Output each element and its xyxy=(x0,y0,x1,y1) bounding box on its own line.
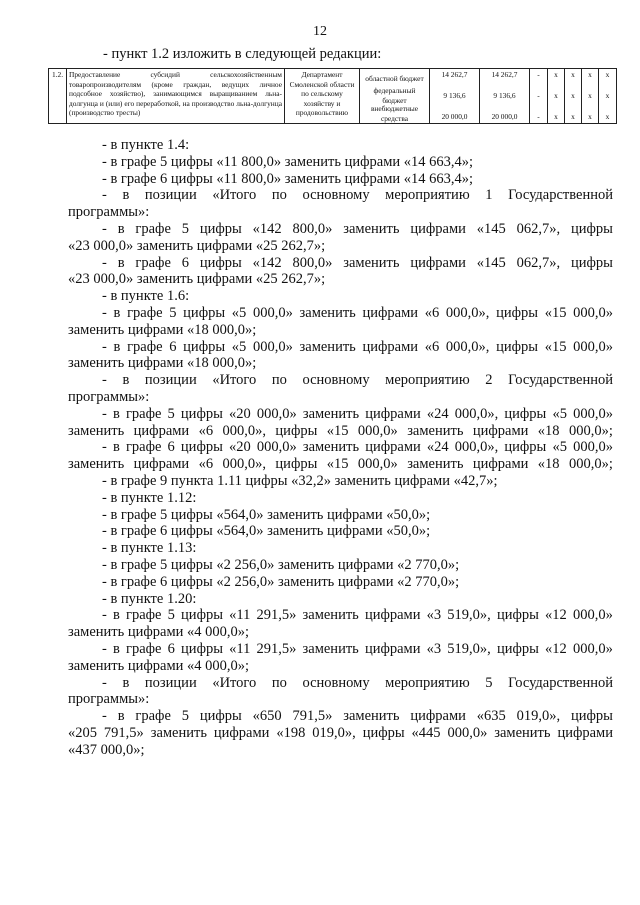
word: «142 xyxy=(252,254,282,271)
word: в xyxy=(117,220,125,237)
word: «145 xyxy=(476,254,506,271)
word: заменить xyxy=(302,439,360,456)
text-line: программы»: xyxy=(68,691,150,708)
text-line: «23 000,0» заменить цифрами «25 262,7»; xyxy=(68,237,326,254)
word: - xyxy=(102,405,107,422)
word: 1 xyxy=(485,187,493,204)
cell-value: x xyxy=(588,112,592,122)
word: «6 xyxy=(424,304,440,321)
word: Государственной xyxy=(508,674,613,691)
text-line xyxy=(68,607,613,624)
word: 000,0» xyxy=(252,304,293,321)
word: 000,0»; xyxy=(568,456,613,473)
word: графе xyxy=(127,304,163,321)
word: цифрами xyxy=(362,338,419,355)
word: 000,0», xyxy=(454,439,499,456)
word: заменить xyxy=(343,254,400,271)
word: 000,0», xyxy=(454,405,499,422)
word: «Итого xyxy=(212,674,257,691)
col-9-values xyxy=(565,69,582,124)
cell-value: x xyxy=(571,112,575,122)
word: «20 xyxy=(228,439,251,456)
word: мероприятию xyxy=(385,187,470,204)
col-11-values xyxy=(599,69,617,124)
word: 000,0» xyxy=(256,405,297,422)
word: цифры xyxy=(496,640,539,657)
word: - xyxy=(102,372,107,389)
cell-value: 20 000,0 xyxy=(441,112,468,122)
text-line xyxy=(68,725,613,742)
word: «5 xyxy=(231,304,247,321)
word: «6 xyxy=(198,422,214,439)
cell-value: x xyxy=(588,70,592,79)
word: цифрами xyxy=(364,607,421,624)
word: мероприятию xyxy=(385,674,470,691)
text-line xyxy=(68,675,613,692)
word: цифры xyxy=(570,708,613,725)
cell-value: 20 000,0 xyxy=(491,112,518,122)
word: 5 xyxy=(181,708,189,725)
text-line: - в пункте 1.6: xyxy=(102,288,190,305)
cell-value: x xyxy=(554,91,558,101)
word: заменить xyxy=(343,220,400,237)
word: 000,0» xyxy=(573,304,613,321)
word: «11 xyxy=(229,607,251,624)
word: цифры xyxy=(199,708,242,725)
word: «12 xyxy=(545,640,567,657)
word: - xyxy=(102,607,107,624)
word: 000,0»; xyxy=(568,422,613,439)
word: «11 xyxy=(229,640,251,657)
col-8-values xyxy=(548,69,565,124)
funding-source: внебюджетные средства xyxy=(370,103,419,123)
word: заменить xyxy=(302,405,360,422)
word: цифрами xyxy=(365,439,421,456)
word: «650 xyxy=(252,708,282,725)
word: цифры xyxy=(181,640,223,657)
word: в xyxy=(122,372,130,389)
amendment-table xyxy=(48,68,617,124)
word: 800,0» xyxy=(292,220,333,237)
cell-value: 14 262,7 xyxy=(491,70,518,79)
word: 5 xyxy=(169,304,177,321)
col-7-values xyxy=(530,69,548,124)
text-line: - в графе 9 пункта 1.11 цифры «32,2» заменить цифрами «42,7»; xyxy=(102,472,498,489)
word: в xyxy=(113,338,121,355)
amendment-text xyxy=(68,137,613,758)
text-line: «23 000,0» заменить цифрами «25 262,7»; xyxy=(68,271,326,288)
funding-sources xyxy=(360,69,430,124)
word: 000,0», xyxy=(445,304,490,321)
word: заменить xyxy=(494,724,551,741)
word: 5 xyxy=(167,607,175,624)
intro-line: - пункт 1.2 изложить в следующей редакции: xyxy=(103,46,382,62)
word: в xyxy=(117,708,125,725)
text-line: - в графе 5 цифры «2 256,0» заменить цифрами «2 770,0»; xyxy=(102,556,460,573)
word: 291,5» xyxy=(256,607,297,624)
word: цифры xyxy=(180,439,223,456)
word: в xyxy=(112,405,120,422)
word: «145 xyxy=(476,220,506,237)
text-line xyxy=(68,221,613,238)
word: цифрами xyxy=(410,220,466,237)
word: основному xyxy=(302,187,370,204)
text-line: программы»: xyxy=(68,388,150,405)
item-description: Предоставление субсидий сельскохозяйственным товаропроизводителям (кроме граждан, ведущих личное подсобное хозяйство), занимающимся выращиванием льна-долгунца и (или) его переработкой, на производство льна-долгунца (производство тресты) xyxy=(67,69,285,124)
text-line: заменить цифрами «18 000,0»; xyxy=(68,355,257,372)
word: «15 xyxy=(544,304,567,321)
word: цифры xyxy=(180,405,223,422)
word: цифры xyxy=(570,220,613,237)
word: позиции xyxy=(144,372,197,389)
text-line: - в пункте 1.4: xyxy=(102,137,190,153)
text-line xyxy=(68,339,613,356)
word: - xyxy=(102,674,107,691)
word: в xyxy=(122,674,130,691)
word: заменить xyxy=(68,422,125,439)
word: в xyxy=(122,187,130,204)
word: в xyxy=(113,640,120,657)
word: 5 xyxy=(485,674,493,691)
word: заменить xyxy=(68,456,125,473)
word: - xyxy=(102,187,107,204)
text-line: - в графе 6 цифры «11 800,0» заменить цифрами «14 663,4»; xyxy=(102,170,474,187)
word: «15 xyxy=(544,338,567,355)
word: заменить xyxy=(343,708,400,725)
word: «18 xyxy=(537,456,560,473)
word: - xyxy=(102,439,107,456)
word: «6 xyxy=(424,338,440,355)
text-line xyxy=(68,641,613,658)
word: 000,0», xyxy=(445,338,490,355)
word: графе xyxy=(135,254,171,271)
word: «15 xyxy=(326,422,349,439)
word: цифры xyxy=(496,338,538,355)
word: 5 xyxy=(167,405,175,422)
word: заменить xyxy=(302,607,359,624)
word: «Итого xyxy=(212,187,257,204)
cell-value: 14 262,7 xyxy=(441,70,468,79)
word: заменить xyxy=(407,456,464,473)
word: - xyxy=(102,708,107,725)
word: - xyxy=(102,220,107,237)
word: позиции xyxy=(144,674,197,691)
word: цифры xyxy=(496,304,538,321)
word: 000,0» xyxy=(256,439,297,456)
word: цифры xyxy=(362,724,405,741)
word: графе xyxy=(135,220,171,237)
funding-source: федеральный бюджет xyxy=(373,86,416,105)
word: 6 xyxy=(167,640,175,657)
word: цифры xyxy=(496,607,539,624)
text-line xyxy=(68,708,613,725)
word: 062,7», xyxy=(516,220,561,237)
word: цифры xyxy=(275,456,318,473)
word: цифрами xyxy=(362,304,419,321)
text-line xyxy=(68,255,613,272)
word: по xyxy=(271,372,287,389)
text-line: - в пункте 1.20: xyxy=(102,590,197,607)
word: цифрами xyxy=(472,422,529,439)
word: 000,0» xyxy=(572,640,613,657)
cell-value: x xyxy=(605,91,610,101)
word: 000,0» xyxy=(573,439,613,456)
word: «635 xyxy=(476,708,506,725)
word: цифрами xyxy=(364,640,421,657)
word: цифры xyxy=(504,405,547,422)
word: 000,0», xyxy=(222,422,267,439)
word: цифрами xyxy=(410,708,466,725)
text-line xyxy=(68,305,613,322)
cell-value: - xyxy=(537,91,540,101)
word: 2 xyxy=(485,372,493,389)
text-line: программы»: xyxy=(68,204,150,221)
word: заменить xyxy=(302,640,359,657)
word: «15 xyxy=(326,456,349,473)
word: графе xyxy=(126,640,162,657)
word: 000,0» xyxy=(252,338,293,355)
cell-value: 9 136,6 xyxy=(493,91,516,101)
text-line: - в пункте 1.13: xyxy=(102,540,197,557)
page-number: 12 xyxy=(313,24,327,39)
word: цифры xyxy=(199,254,242,271)
cell-value: x xyxy=(588,91,592,101)
word: «205 xyxy=(68,724,97,741)
word: цифры xyxy=(570,254,613,271)
word: «24 xyxy=(426,439,449,456)
word: графе xyxy=(125,405,162,422)
item-number: 1.2. xyxy=(49,69,67,124)
word: цифрами xyxy=(472,456,529,473)
word: 791,5» xyxy=(292,708,333,725)
word: «3 xyxy=(426,607,442,624)
word: 6 xyxy=(167,439,175,456)
word: заменить xyxy=(299,304,356,321)
text-line xyxy=(68,187,613,204)
cell-value: - xyxy=(537,112,540,122)
word: цифрами xyxy=(557,724,613,741)
cell-value: 9 136,6 xyxy=(443,91,466,101)
text-line xyxy=(68,423,613,440)
word: «12 xyxy=(545,607,567,624)
cell-value: x xyxy=(605,70,610,79)
word: графе xyxy=(125,439,162,456)
word: - xyxy=(102,338,107,355)
word: - xyxy=(102,640,107,657)
word: «24 xyxy=(426,405,449,422)
word: в xyxy=(117,254,125,271)
word: Государственной xyxy=(508,372,613,389)
word: цифры xyxy=(183,304,226,321)
text-line: - в пункте 1.12: xyxy=(102,489,197,506)
word: 000,0» xyxy=(573,338,613,355)
word: 519,0», xyxy=(447,640,491,657)
word: 291,5» xyxy=(256,640,297,657)
table-row xyxy=(49,69,617,124)
word: цифрами xyxy=(365,405,421,422)
word: «445 xyxy=(411,724,441,741)
text-line: - в графе 5 цифры «11 800,0» заменить цифрами «14 663,4»; xyxy=(102,153,474,170)
word: позиции xyxy=(144,187,197,204)
word: заменить xyxy=(407,422,464,439)
word: 019,0», xyxy=(516,708,561,725)
word: «5 xyxy=(552,405,567,422)
word: в xyxy=(113,304,121,321)
word: цифры xyxy=(504,439,547,456)
word: 000,0», xyxy=(222,456,267,473)
word: цифры xyxy=(199,220,242,237)
word: графе xyxy=(126,607,162,624)
word: по xyxy=(271,674,287,691)
word: 000,0» xyxy=(357,422,398,439)
cell-value: - xyxy=(537,70,540,79)
word: основному xyxy=(302,674,370,691)
word: 5 xyxy=(181,220,189,237)
cell-value: x xyxy=(605,112,610,122)
word: цифрами xyxy=(213,724,270,741)
word: «Итого xyxy=(212,372,257,389)
text-line: заменить цифрами «4 000,0»; xyxy=(68,624,250,641)
word: 062,7», xyxy=(516,254,561,271)
word: основному xyxy=(302,372,370,389)
word: 000,0» xyxy=(357,456,398,473)
word: заменить xyxy=(299,338,356,355)
word: графе xyxy=(127,338,163,355)
word: - xyxy=(102,254,107,271)
word: цифрами xyxy=(133,456,190,473)
word: цифры xyxy=(275,422,318,439)
word: цифры xyxy=(183,338,226,355)
col-10-values xyxy=(582,69,599,124)
word: 519,0», xyxy=(447,607,491,624)
word: цифрами xyxy=(133,422,190,439)
text-line: «437 000,0»; xyxy=(68,741,145,758)
word: 000,0» xyxy=(572,607,613,624)
cell-value: x xyxy=(571,91,575,101)
word: 019,0», xyxy=(312,724,356,741)
cell-value: x xyxy=(571,70,575,79)
cell-value: x xyxy=(554,112,558,122)
funding-source: областной бюджет xyxy=(365,73,424,83)
responsible-department: Департамент Смоленской области по сельскому хозяйству и продовольствию xyxy=(285,69,360,124)
col-5-values xyxy=(430,69,480,124)
text-line: - в графе 6 цифры «564,0» заменить цифрами «50,0»; xyxy=(102,523,431,540)
word: 000,0» xyxy=(447,724,488,741)
word: 000,0» xyxy=(573,405,613,422)
word: в xyxy=(112,439,120,456)
word: - xyxy=(102,304,107,321)
text-line: заменить цифрами «4 000,0»; xyxy=(68,657,250,674)
word: «142 xyxy=(252,220,282,237)
text-line xyxy=(68,439,613,456)
word: по xyxy=(271,187,287,204)
text-line xyxy=(68,372,613,389)
text-line: - в графе 5 цифры «564,0» заменить цифрами «50,0»; xyxy=(102,506,431,523)
word: «5 xyxy=(231,338,247,355)
word: заменить xyxy=(150,724,207,741)
text-line: заменить цифрами «18 000,0»; xyxy=(68,321,257,338)
word: 800,0» xyxy=(292,254,333,271)
word: 6 xyxy=(181,254,189,271)
word: графе xyxy=(135,708,171,725)
word: «5 xyxy=(552,439,567,456)
text-line xyxy=(68,406,613,423)
word: «20 xyxy=(228,405,251,422)
word: «18 xyxy=(537,422,560,439)
text-line: - в графе 6 цифры «2 256,0» заменить цифрами «2 770,0»; xyxy=(102,573,460,590)
word: в xyxy=(113,607,120,624)
word: «3 xyxy=(426,640,442,657)
word: цифры xyxy=(181,607,223,624)
word: Государственной xyxy=(508,187,613,204)
word: 6 xyxy=(169,338,177,355)
word: «6 xyxy=(198,456,214,473)
text-line xyxy=(68,456,613,473)
cell-value: x xyxy=(554,70,558,79)
word: «198 xyxy=(276,724,306,741)
col-6-values xyxy=(480,69,530,124)
word: 791,5» xyxy=(103,724,144,741)
word: мероприятию xyxy=(385,372,470,389)
word: цифрами xyxy=(410,254,466,271)
